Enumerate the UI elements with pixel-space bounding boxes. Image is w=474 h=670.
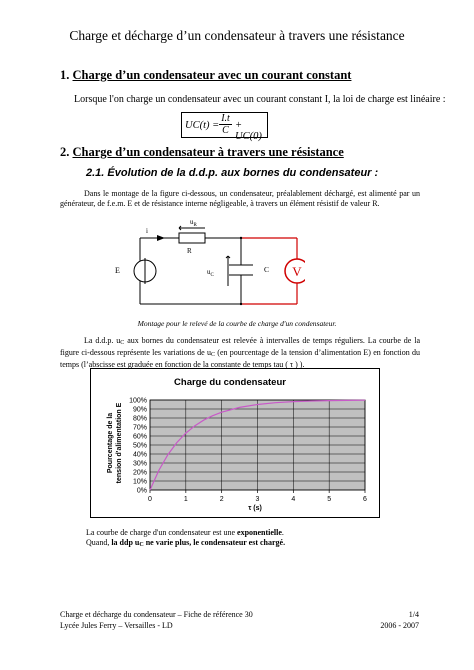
section-1-text: Lorsque l'on charge un condensateur avec un courant constant I, la loi de charge est linéaire : [74,94,446,105]
measurement-paragraph: La d.d.p. uC aux bornes du condensateur est relevée à intervalles de temps réguliers. La courbe de la figure ci-dessous représente les variations de uC (en pourcentage de la tension d’alimentation E) en fonction du temps (l’abscisse est graduée en fonction de la constante de temps tau ( τ ) ). [60,336,421,369]
footer-school: Lycée Jules Ferry – Versailles - LD [60,621,173,630]
current-arrow-icon [157,235,165,241]
x-tick-label: 6 [363,496,367,503]
y-tick-label: 80% [132,415,147,423]
formula-denominator: C [222,125,229,136]
capacitor-label: C [264,265,270,274]
resistor-symbol [179,233,205,243]
figure-caption: Montage pour le relevé de la courbe de charge d'un condensateur. [137,319,337,328]
section-2-title: Charge d’un condensateur à travers une résistance [72,145,344,159]
y-tick-label: 10% [132,478,147,486]
y-tick-label: 40% [132,451,147,459]
x-axis-title: τ (s) [248,505,262,512]
x-tick-label: 0 [148,496,152,503]
circuit-intro-paragraph: Dans le montage de la figure ci-dessous, un condensateur, préalablement déchargé, est alimenté par un générateur, de f.e.m. E et de résistance interne négligeable, à travers un élément résistif de valeur R. [60,189,420,208]
x-tick-label: 5 [327,496,332,503]
page-title: Charge et décharge d’un condensateur à travers une résistance [69,28,405,43]
formula-numerator: I.t [221,113,230,124]
y-axis-title-line2: tension d'alimentation E [116,402,123,484]
subsection-2-1-heading [86,167,378,179]
formula-fraction [218,113,233,136]
current-label: i [146,227,148,235]
x-tick-label: 4 [291,496,296,503]
footer-page-number: 1/4 [408,610,419,619]
chart-title: Charge du condensateur [174,377,286,388]
footer-school-year: 2006 - 2007 [380,621,419,630]
x-tick-label: 1 [183,496,188,503]
conclusion-line-1: La courbe de charge d'un condensateur est une exponentielle. [86,528,284,537]
x-tick-label: 2 [219,496,224,503]
section-1-heading [60,68,351,83]
subsection-title: Évolution de la d.d.p. aux bornes du condensateur : [107,167,379,179]
y-tick-label: 70% [132,424,147,432]
circuit-diagram [105,216,305,314]
formula-rhs: + UC(0) [235,120,262,142]
section-2-heading [60,145,344,160]
y-axis-title-line1: Pourcentage de la [107,412,114,474]
y-tick-label: 30% [132,460,147,468]
voltmeter-label: V [292,264,302,279]
uc-label: $u_C$ [207,268,214,278]
y-tick-label: 90% [132,406,147,414]
linear-charge-formula [181,112,268,142]
resistor-label: R [187,247,192,255]
y-tick-label: 20% [132,469,147,477]
generator-label: E [115,266,120,275]
conclusion-line-2: Quand, la ddp uC ne varie plus, le condensateur est chargé. [86,538,286,548]
y-tick-label: 50% [132,442,147,450]
subsection-number: 2.1. [86,167,105,179]
x-tick-label: 3 [255,496,260,503]
footer-document-title: Charge et décharge du condensateur – Fiche de référence 30 [60,610,253,619]
charge-chart [90,368,380,518]
section-1-title: Charge d’un condensateur avec un courant constant [72,68,352,82]
section-1-number: 1. [60,68,70,82]
y-tick-label: 100% [129,397,147,405]
y-tick-label: 60% [132,433,147,441]
ur-label: $u_R$ [190,218,197,228]
section-2-number: 2. [60,145,70,159]
formula-lhs: UC(t) = [185,120,220,131]
y-tick-label: 0% [136,487,147,495]
